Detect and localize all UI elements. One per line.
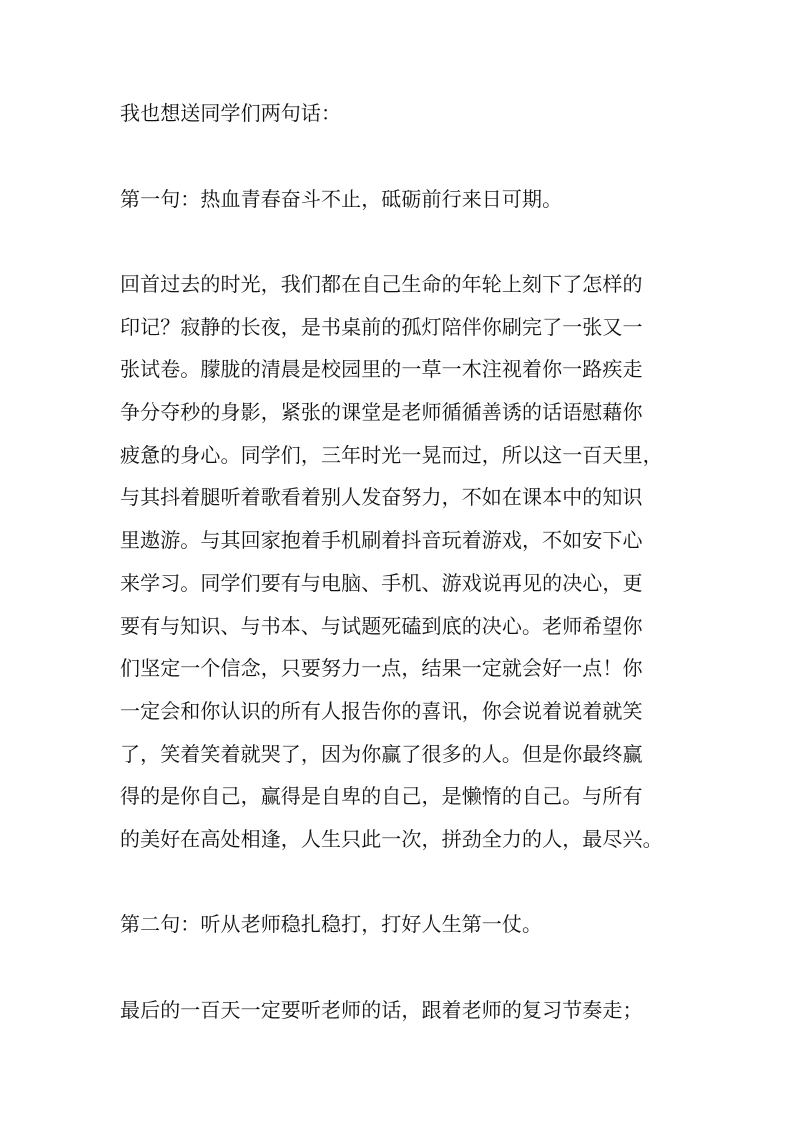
second-heading: 第二句：听从老师稳扎稳打，打好人生第一仗。 [120, 912, 543, 937]
body-line: 疲惫的身心。同学们，三年时光一晃而过，所以这一百天里， [120, 442, 663, 467]
body-line: 来学习。同学们要有与电脑、手机、游戏说再见的决心，更 [120, 570, 643, 595]
body-line: 回首过去的时光，我们都在自己生命的年轮上刻下了怎样的 [120, 272, 643, 296]
body-line: 要有与知识、与书本、与试题死磕到底的决心。老师希望你 [120, 613, 643, 638]
body-line: 里遨游。与其回家抱着手机刷着抖音玩着游戏，不如安下心 [120, 528, 643, 553]
body-line: 张试卷。朦胧的清晨是校园里的一草一木注视着你一路疾走 [120, 357, 643, 382]
second-heading-paragraph [120, 912, 680, 937]
body-paragraph [120, 274, 680, 849]
body-line: 的美好在高处相逢，人生只此一次，拼劲全力的人，最尽兴。 [120, 826, 663, 851]
body-line: 得的是你自己，赢得是自卑的自己，是懒惰的自己。与所有 [120, 784, 643, 809]
body-line: 争分夺秒的身影，紧张的课堂是老师循循善诱的话语慰藉你 [120, 400, 643, 425]
document-content [120, 103, 680, 1020]
closing-line: 最后的一百天一定要听老师的话，跟着老师的复习节奏走； [120, 997, 643, 1022]
first-heading-paragraph [120, 186, 680, 211]
intro-line: 我也想送同学们两句话： [120, 101, 342, 125]
body-line: 与其抖着腿听着歌看着别人发奋努力，不如在课本中的知识 [120, 485, 643, 510]
body-line: 们坚定一个信念，只要努力一点，结果一定就会好一点！你 [120, 656, 643, 681]
body-line: 了，笑着笑着就哭了，因为你赢了很多的人。但是你最终赢 [120, 741, 643, 766]
body-line: 印记？寂静的长夜，是书桌前的孤灯陪伴你刷完了一张又一 [120, 314, 643, 339]
first-heading: 第一句：热血青春奋斗不止，砥砺前行来日可期。 [120, 186, 563, 211]
closing-paragraph [120, 997, 680, 1022]
intro-paragraph [120, 103, 680, 123]
body-line: 一定会和你认识的所有人报告你的喜讯，你会说着说着就笑 [120, 698, 643, 723]
